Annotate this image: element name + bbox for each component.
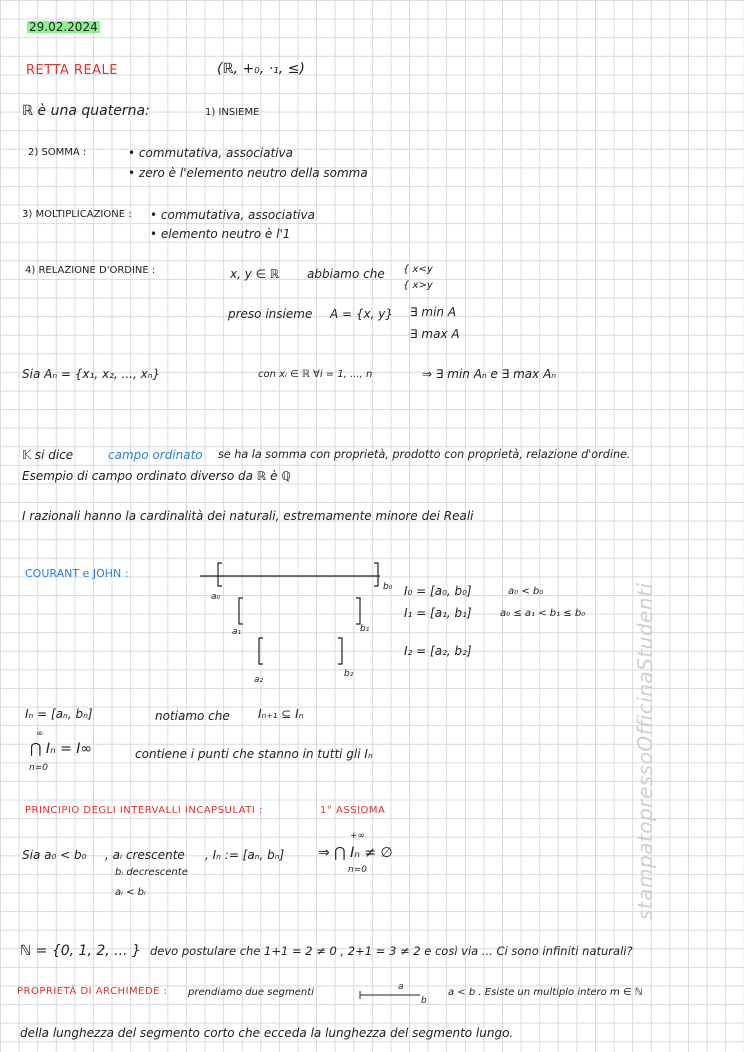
sia-result: ⇒ ∃ min Aₙ e ∃ max Aₙ: [422, 367, 557, 381]
somma-bullet-2: • zero è l'elemento neutro della somma: [128, 166, 368, 180]
in-eq: , Iₙ := [aₙ, bₙ]: [205, 848, 285, 862]
implies-expr: ⇒ ⋂ Iₙ ≠ ∅: [318, 845, 393, 861]
order-preso: preso insieme: [228, 307, 313, 321]
naturali-text: devo postulare che 1+1 = 2 ≠ 0 , 2+1 = 3 ≠ 2 e così via ... Ci sono infiniti naturali?: [150, 944, 633, 958]
label-b0: b₀: [383, 582, 393, 592]
label-b1: b₁: [360, 624, 370, 634]
i0-def: I₀ = [a₀, b₀]: [404, 584, 472, 598]
intersection-bottom: n=0: [29, 763, 48, 773]
watermark: stampatopressoOfficinaStudenti: [633, 582, 657, 920]
title-retta-reale: RETTA REALE: [26, 63, 119, 78]
segment-b-label: b: [421, 996, 427, 1006]
esempio-text: Esempio di campo ordinato diverso da ℝ è ℚ: [22, 469, 291, 483]
item-somma-label: 2) SOMMA :: [28, 147, 87, 158]
order-case-lt: { x<y: [403, 264, 433, 275]
intersection-text: contiene i punti che stanno in tutti gli Iₙ: [135, 747, 373, 761]
order-max: ∃ max A: [410, 327, 460, 341]
k-campo-ordinato: campo ordinato: [108, 448, 203, 462]
i2-def: I₂ = [a₂, b₂]: [404, 644, 472, 658]
in-def: Iₙ = [aₙ, bₙ]: [25, 707, 93, 721]
in-subset: Iₙ₊₁ ⊆ Iₙ: [258, 707, 304, 721]
order-min: ∃ min A: [410, 305, 457, 319]
intersection-top: ∞: [36, 729, 44, 739]
label-a1: a₁: [232, 627, 242, 637]
order-xy: x, y ∈ ℝ: [230, 267, 280, 281]
i0-condition: a₀ < b₀: [508, 586, 544, 597]
sia-a0: Sia a₀ < b₀: [22, 848, 87, 862]
courant-john-label: COURANT e JOHN :: [25, 567, 129, 580]
archimede-title: PROPRIETÀ DI ARCHIMEDE :: [17, 986, 168, 997]
sia-an: Sia Aₙ = {x₁, x₂, ..., xₙ}: [22, 367, 161, 381]
i1-def: I₁ = [a₁, b₁]: [404, 606, 472, 620]
label-a0: a₀: [211, 592, 221, 602]
item-insieme: 1) INSIEME: [205, 107, 260, 118]
sia-con: con xᵢ ∈ ℝ ∀i = 1, ..., n: [258, 369, 373, 380]
order-abbiamo: abbiamo che: [307, 267, 385, 281]
k-part2: se ha la somma con proprietà, prodotto con proprietà, relazione d'ordine.: [218, 448, 631, 461]
intersection-expr: ⋂ Iₙ = I∞: [30, 741, 93, 757]
assioma-label: 1° ASSIOMA: [320, 805, 386, 816]
archimede-text-2: a < b . Esiste un multiplo intero m ∈ ℕ: [448, 987, 643, 998]
bi-decrescente: bᵢ decrescente: [115, 867, 188, 878]
ai-le-bi: aᵢ < bᵢ: [115, 887, 146, 898]
ai-crescente: , aᵢ crescente: [105, 848, 185, 862]
label-a2: a₂: [254, 675, 264, 685]
implies-bottom: n=0: [348, 865, 367, 875]
notiamo-text: notiamo che: [155, 709, 230, 723]
k-part1: 𝕂 si dice: [22, 448, 74, 462]
structure-tuple: (ℝ, +₀, ·₁, ≤): [217, 61, 305, 77]
segment-a-label: a: [398, 982, 404, 992]
moltiplicazione-bullet-1: • commutativa, associativa: [150, 208, 315, 222]
moltiplicazione-bullet-2: • elemento neutro è l'1: [150, 227, 291, 241]
naturali-set: ℕ = {0, 1, 2, ... }: [20, 943, 141, 959]
date-label: 29.02.2024: [29, 20, 98, 34]
order-set: A = {x, y}: [330, 307, 393, 321]
principio-title: PRINCIPIO DEGLI INTERVALLI INCAPSULATI :: [25, 805, 263, 816]
label-b2: b₂: [344, 669, 354, 679]
archimede-text-1: prendiamo due segmenti: [188, 987, 314, 998]
item-relazione-label: 4) RELAZIONE D'ORDINE :: [25, 265, 156, 276]
somma-bullet-1: • commutativa, associativa: [128, 146, 293, 160]
implies-top: +∞: [350, 831, 366, 841]
razionali-text: I razionali hanno la cardinalità dei naturali, estremamente minore dei Reali: [22, 509, 474, 523]
i1-condition: a₀ ≤ a₁ < b₁ ≤ b₀: [500, 608, 586, 619]
archimede-text-3: della lunghezza del segmento corto che ecceda la lunghezza del segmento lungo.: [20, 1026, 514, 1040]
item-moltiplicazione-label: 3) MOLTIPLICAZIONE :: [22, 209, 132, 220]
order-case-gt: { x>y: [403, 280, 433, 291]
quaternion-intro: ℝ è una quaterna:: [22, 103, 150, 119]
